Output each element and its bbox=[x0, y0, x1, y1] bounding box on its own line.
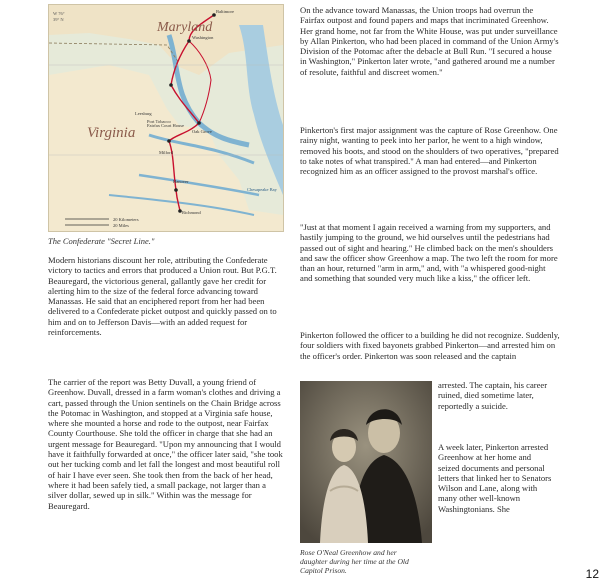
right-paragraph-2: Pinkerton's first major assignment was the capture of Rose Greenhow. One rainy night, wanting to peek into her parlor, he went to a high window, removed his boots, and stood on the shoulders of two operatives, "prepared to take notes of what transpired." A man had entered—and Pinkerton recognized him as an officer assigned to the provost marshal's office. bbox=[300, 125, 559, 177]
page-number: 12 bbox=[585, 567, 599, 581]
map-coord: W 76° bbox=[53, 11, 65, 16]
svg-text:20 Miles: 20 Miles bbox=[113, 223, 129, 228]
right-paragraph-3: "Just at that moment I again received a warning from my supporters, and hastily jumping to the ground, we hid ourselves until the pedestrians had passed out of sight and hearing." He climbed back on the men's shoulders and saw the officer show Greenhow a map. The two left the room for more than an hour, returned "arm in arm," and, with "a whispered good-night and something that sounded very much like a kiss," the officer left. bbox=[300, 222, 558, 284]
right-paragraph-4: Pinkerton followed the officer to a building he did not recognize. Suddenly, four soldiers with fixed bayonets grabbed Pinkerton—and arrested him on the officer's order. Pinkerton was soon released and the captain bbox=[300, 330, 560, 361]
place-label: Leesburg bbox=[135, 111, 152, 116]
map-graphic bbox=[49, 5, 283, 231]
place-label: Richmond bbox=[182, 210, 201, 215]
left-paragraph-2: The carrier of the report was Betty Duvall, a young friend of Greenhow. Duvall, dressed in a farm woman's clothes and driving a cart, passed through the Union sentinels on the Chain Bridge across the Potomac in Washington, and stopped at a Virginia safe house, where she mounted a horse and rode to the outpost, near Fairfax County Courthouse. She told the officer in charge that she had an urgent message for Beauregard. "Upon my announcing that I would have it faithfully forwarded at once," the officer later said, "she took out her tucking comb and let fall the longest and most beautiful roll of hair I have ever seen. She took then from the back of her head, where it had been safely tied, a small package, not larger than a silver dollar, sewed up in silk." Within was the message for Beauregard. bbox=[48, 377, 283, 511]
left-paragraph-1: Modern historians discount her role, attributing the Confederate victory to tactics and errors that produced a Union rout. But P.G.T. Beauregard, the victorious general, gallantly gave her credit for alerting him to the size of the federal force advancing toward Manassas. He said that an enciphered report from her had been delivered to a Confederate picket outpost and quickly passed on to him and on to Jefferson Davis—with an added request for reinforcements. bbox=[48, 255, 277, 338]
place-label: Hanover bbox=[173, 179, 189, 184]
right-paragraph-5: arrested. The captain, his career ruined, died sometime later, reportedly a suicide. bbox=[438, 380, 548, 411]
secret-line-map bbox=[48, 4, 284, 232]
place-label: Washington bbox=[192, 35, 214, 40]
state-label-virginia: Virginia bbox=[87, 125, 136, 141]
place-label: Baltimore bbox=[216, 9, 234, 14]
right-paragraph-6: A week later, Pinkerton arrested Greenhow at her home and seized documents and personal letters that linked her to Senators Wilson and Lane, along with many other well-known Washingtonians. She bbox=[438, 442, 552, 514]
place-label: Oak Grove bbox=[192, 129, 212, 134]
photo-graphic bbox=[300, 381, 432, 543]
map-caption: The Confederate "Secret Line." bbox=[48, 236, 155, 246]
place-label: Port Tobacco bbox=[147, 119, 171, 124]
place-label: Fairfax Court House bbox=[147, 123, 184, 128]
place-label: Milford bbox=[159, 150, 173, 155]
greenhow-photo bbox=[300, 381, 432, 543]
right-paragraph-1: On the advance toward Manassas, the Union troops had overrun the Fairfax outpost and found papers and maps that incriminated Greenhow. Her grand home, not far from the White House, was put under surveillance by Allan Pinkerton, who had been placed in command of the Union Army's Division of the Potomac after the debacle at Bull Run. "I secured a house in Washington," Pinkerton later wrote, "and gathered around me a number of resolute, faithful and discreet women." bbox=[300, 5, 559, 77]
photo-caption: Rose O'Neal Greenhow and her daughter during her time at the Old Capitol Prison. bbox=[300, 548, 409, 575]
svg-text:20 Kilometers: 20 Kilometers bbox=[113, 217, 139, 222]
state-label-maryland: Maryland bbox=[157, 20, 213, 35]
map-coord: 39° N bbox=[53, 17, 64, 22]
place-label: Chesapeake Bay bbox=[247, 187, 277, 192]
